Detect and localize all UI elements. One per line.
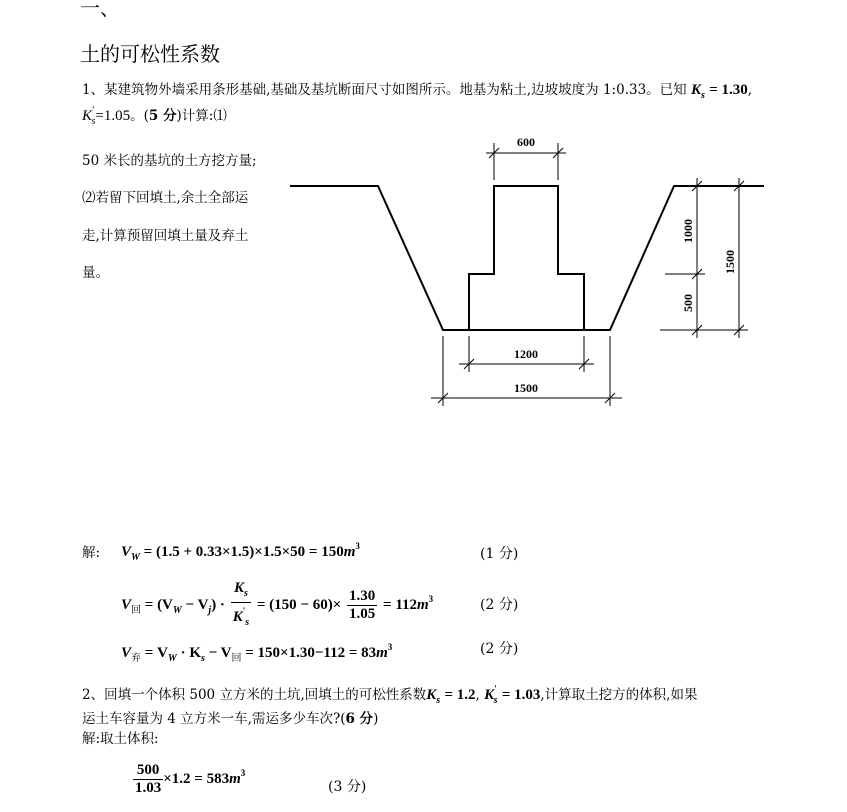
dim-1500-right-label: 1500 [723, 250, 737, 274]
problem1-text-c: 走,计算预留回填土量及弃土 [82, 228, 249, 244]
kps-symbol: K [82, 108, 93, 124]
problem1-text-a: 50 米长的基坑的土方挖方量; [82, 153, 257, 169]
problem1-text-b: ⑵若留下回填土,余土全部运 [82, 190, 249, 206]
dim-600-label: 600 [517, 135, 535, 149]
problem2-equation: $\frac{500}{1.03}$ $\times 1.2 = 583m^3$ [135, 762, 246, 796]
ks-symbol: K [690, 82, 701, 98]
problem1-text-d: 量。 [82, 265, 109, 281]
problem2-solution-label: 解:取土体积: [82, 731, 159, 747]
eq1-score: (1 分) [480, 546, 519, 562]
eq2-score: (2 分) [480, 597, 519, 613]
dim-500-label: 500 [681, 294, 695, 312]
problem2-line2: 运土车容量为 4 立方米一车,需运多少车次?(6 分) [82, 711, 379, 727]
eq3-score: (2 分) [480, 641, 519, 657]
ks-ratio-fraction: $\frac{K_s}{K'_s}$ [232, 580, 250, 628]
problem2-score: (3 分) [328, 779, 367, 795]
dim-1200-label: 1200 [514, 347, 538, 361]
dim-1500-bottom-label: 1500 [514, 381, 538, 395]
numeric-ratio-fraction: $\frac{1.30}{1.05}$ [349, 588, 376, 622]
volume-fraction: $\frac{500}{1.03}$ [135, 762, 162, 796]
section-number: 一、 [80, 0, 120, 20]
footing-outline [469, 186, 584, 330]
problem2-line1: 2、回填一个体积 500 立方米的土坑,回填土的可松性系数$K_s = 1.2$, $K'_s = 1.03$,计算取土挖方的体积,如果 [82, 685, 698, 706]
problem1-line2: $K'_s=1.05$。(5 分)计算:⑴ [82, 106, 227, 127]
solution1-label: 解: [82, 545, 101, 561]
solution1-eq3: $V_弃 = V_W \cdot K_s - V_回 = 150\times 1.30-112 = 83m^3$ [121, 642, 393, 664]
solution1-eq2: $V_回 = (V_W - V_j)$ · $\frac{K_s}{K'_s}$ = (150 − 60)× $\frac{1.30}{1.05}$ = $112m^3$ [121, 580, 433, 631]
section-title: 土的可松性系数 [80, 42, 220, 66]
dim-1000-label: 1000 [681, 219, 695, 243]
problem1-line1: 1、某建筑物外墙采用条形基础,基础及基坑断面尺寸如图所示。地基为粘土,边坡坡度为 1:0.33。已知 $K_s = 1.30$, [82, 82, 753, 101]
solution1-eq1: $V_W = (1.5 + 0.33\times 1.5)\times 1.5\times 50 = 150m^3$ [121, 541, 360, 563]
